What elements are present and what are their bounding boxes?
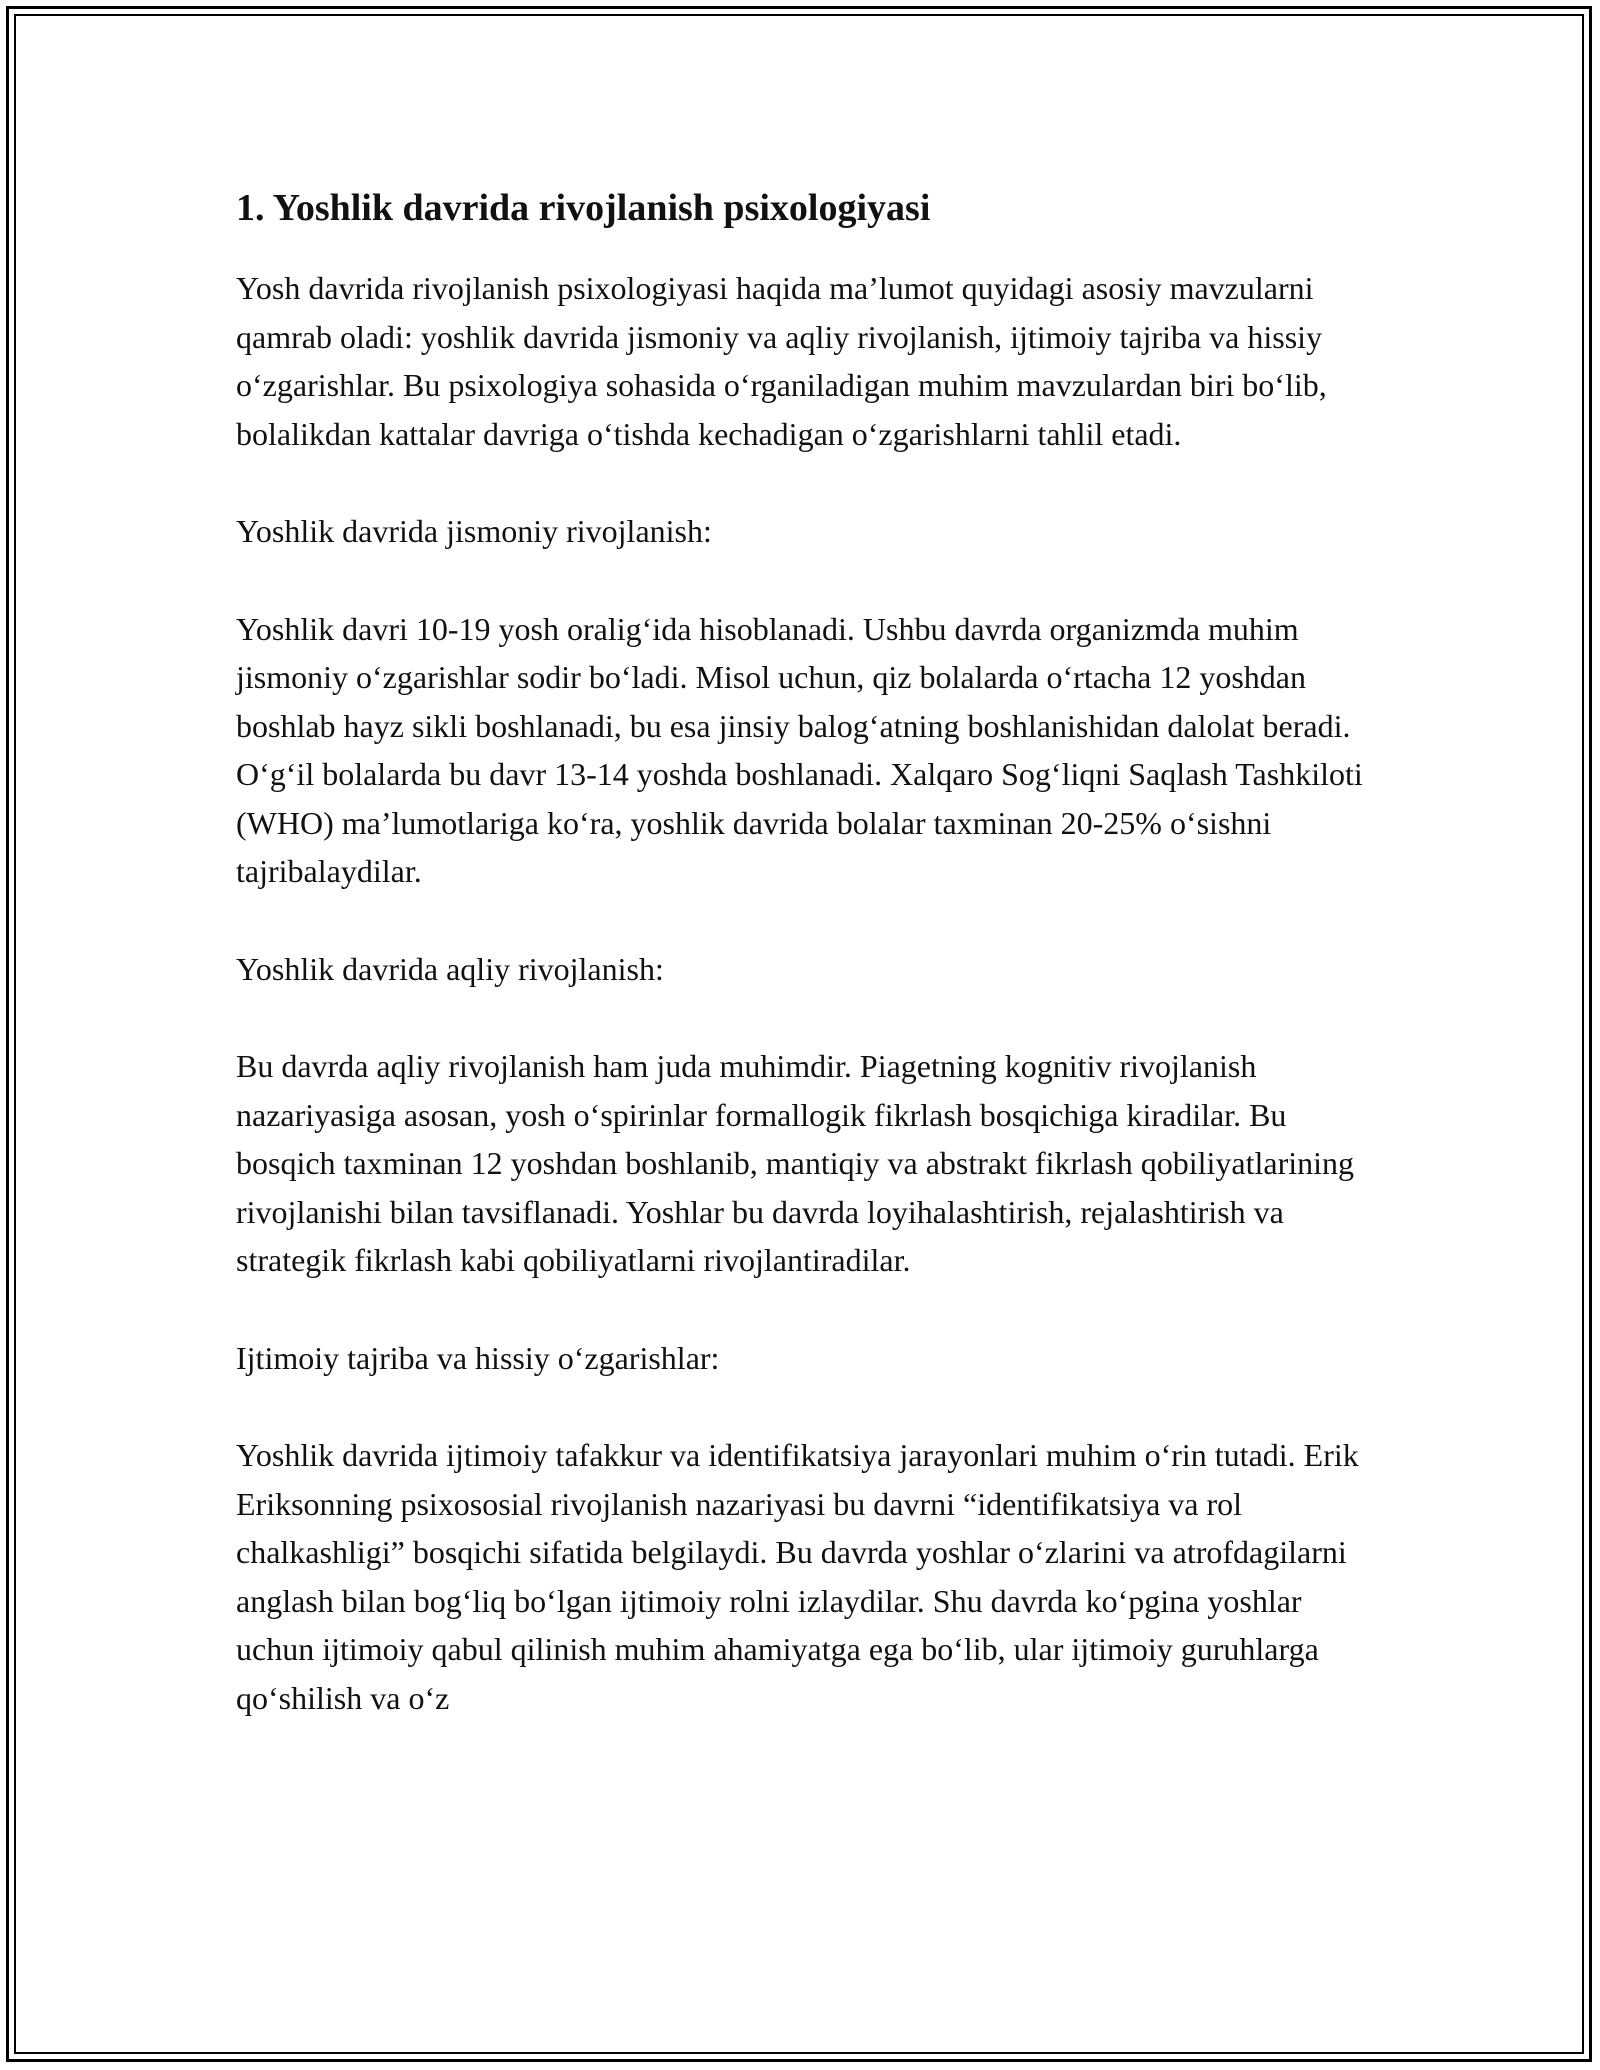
section-heading: 1. Yoshlik davrida rivojlanish psixologiyasi (236, 187, 931, 229)
social-emotional-paragraph: Yoshlik davrida ijtimoiy tafakkur va identifikatsiya jarayonlari muhim o‘rin tutadi. Erik Eriksonning psixososial rivojlanish nazariyasi bu davrni “identifikatsiya va rol chalkashligi” bosqichi sifatida belgilaydi. Bu davrda yoshlar o‘zlarini va atrofdagilarni anglash bilan bog‘liq bo‘lgan ijtimoiy rolni izlaydilar. Shu davrda ko‘pgina yoshlar uchun ijtimoiy qabul qilinish muhim ahamiyatga ega bo‘lib, ular ijtimoiy guruhlarga qo‘shilish va o‘z (236, 1437, 1359, 1716)
subheading-mental-development: Yoshlik davrida aqliy rivojlanish: (236, 950, 664, 987)
intro-paragraph: Yosh davrida rivojlanish psixologiyasi haqida ma’lumot quyidagi asosiy mavzularni qamrab oladi: yoshlik davrida jismoniy va aqliy rivojlanish, ijtimoiy tajriba va hissiy o‘zgarishlar. Bu psixologiya sohasida o‘rganiladigan muhim mavzulardan biri bo‘lib, bolalikdan kattalar davriga o‘tishda kechadigan o‘zgarishlarni tahlil etadi. (236, 270, 1327, 452)
document-body (236, 186, 1386, 1771)
mental-development-paragraph: Bu davrda aqliy rivojlanish ham juda muhimdir. Piagetning kognitiv rivojlanish nazariyasiga asosan, yosh o‘spirinlar formallogik fikrlash bosqichiga kiradilar. Bu bosqich taxminan 12 yoshdan boshlanib, mantiqiy va abstrakt fikrlash qobiliyatlarining rivojlanishi bilan tavsiflanadi. Yoshlar bu davrda loyihalashtirish, rejalashtirish va strategik fikrlash kabi qobiliyatlarni rivojlantiradilar. (236, 1048, 1355, 1278)
subheading-social-emotional-changes: Ijtimoiy tajriba va hissiy o‘zgarishlar: (236, 1339, 720, 1376)
subheading-physical-development: Yoshlik davrida jismoniy rivojlanish: (236, 513, 712, 549)
physical-development-paragraph: Yoshlik davri 10-19 yosh oralig‘ida hisoblanadi. Ushbu davrda organizmda muhim jismoniy o‘zgarishlar sodir bo‘ladi. Misol uchun, qiz bolalarda o‘rtacha 12 yoshdan boshlab hayz sikli boshlanadi, bu esa jinsiy balog‘atning boshlanishidan dalolat beradi. O‘g‘il bolalarda bu davr 13-14 yoshda boshlanadi. Xalqaro Sog‘liqni Saqlash Tashkiloti (WHO) ma’lumotlariga ko‘ra, yoshlik davrida bolalar taxminan 20-25% o‘sishni tajribalaydilar. (236, 610, 1363, 889)
